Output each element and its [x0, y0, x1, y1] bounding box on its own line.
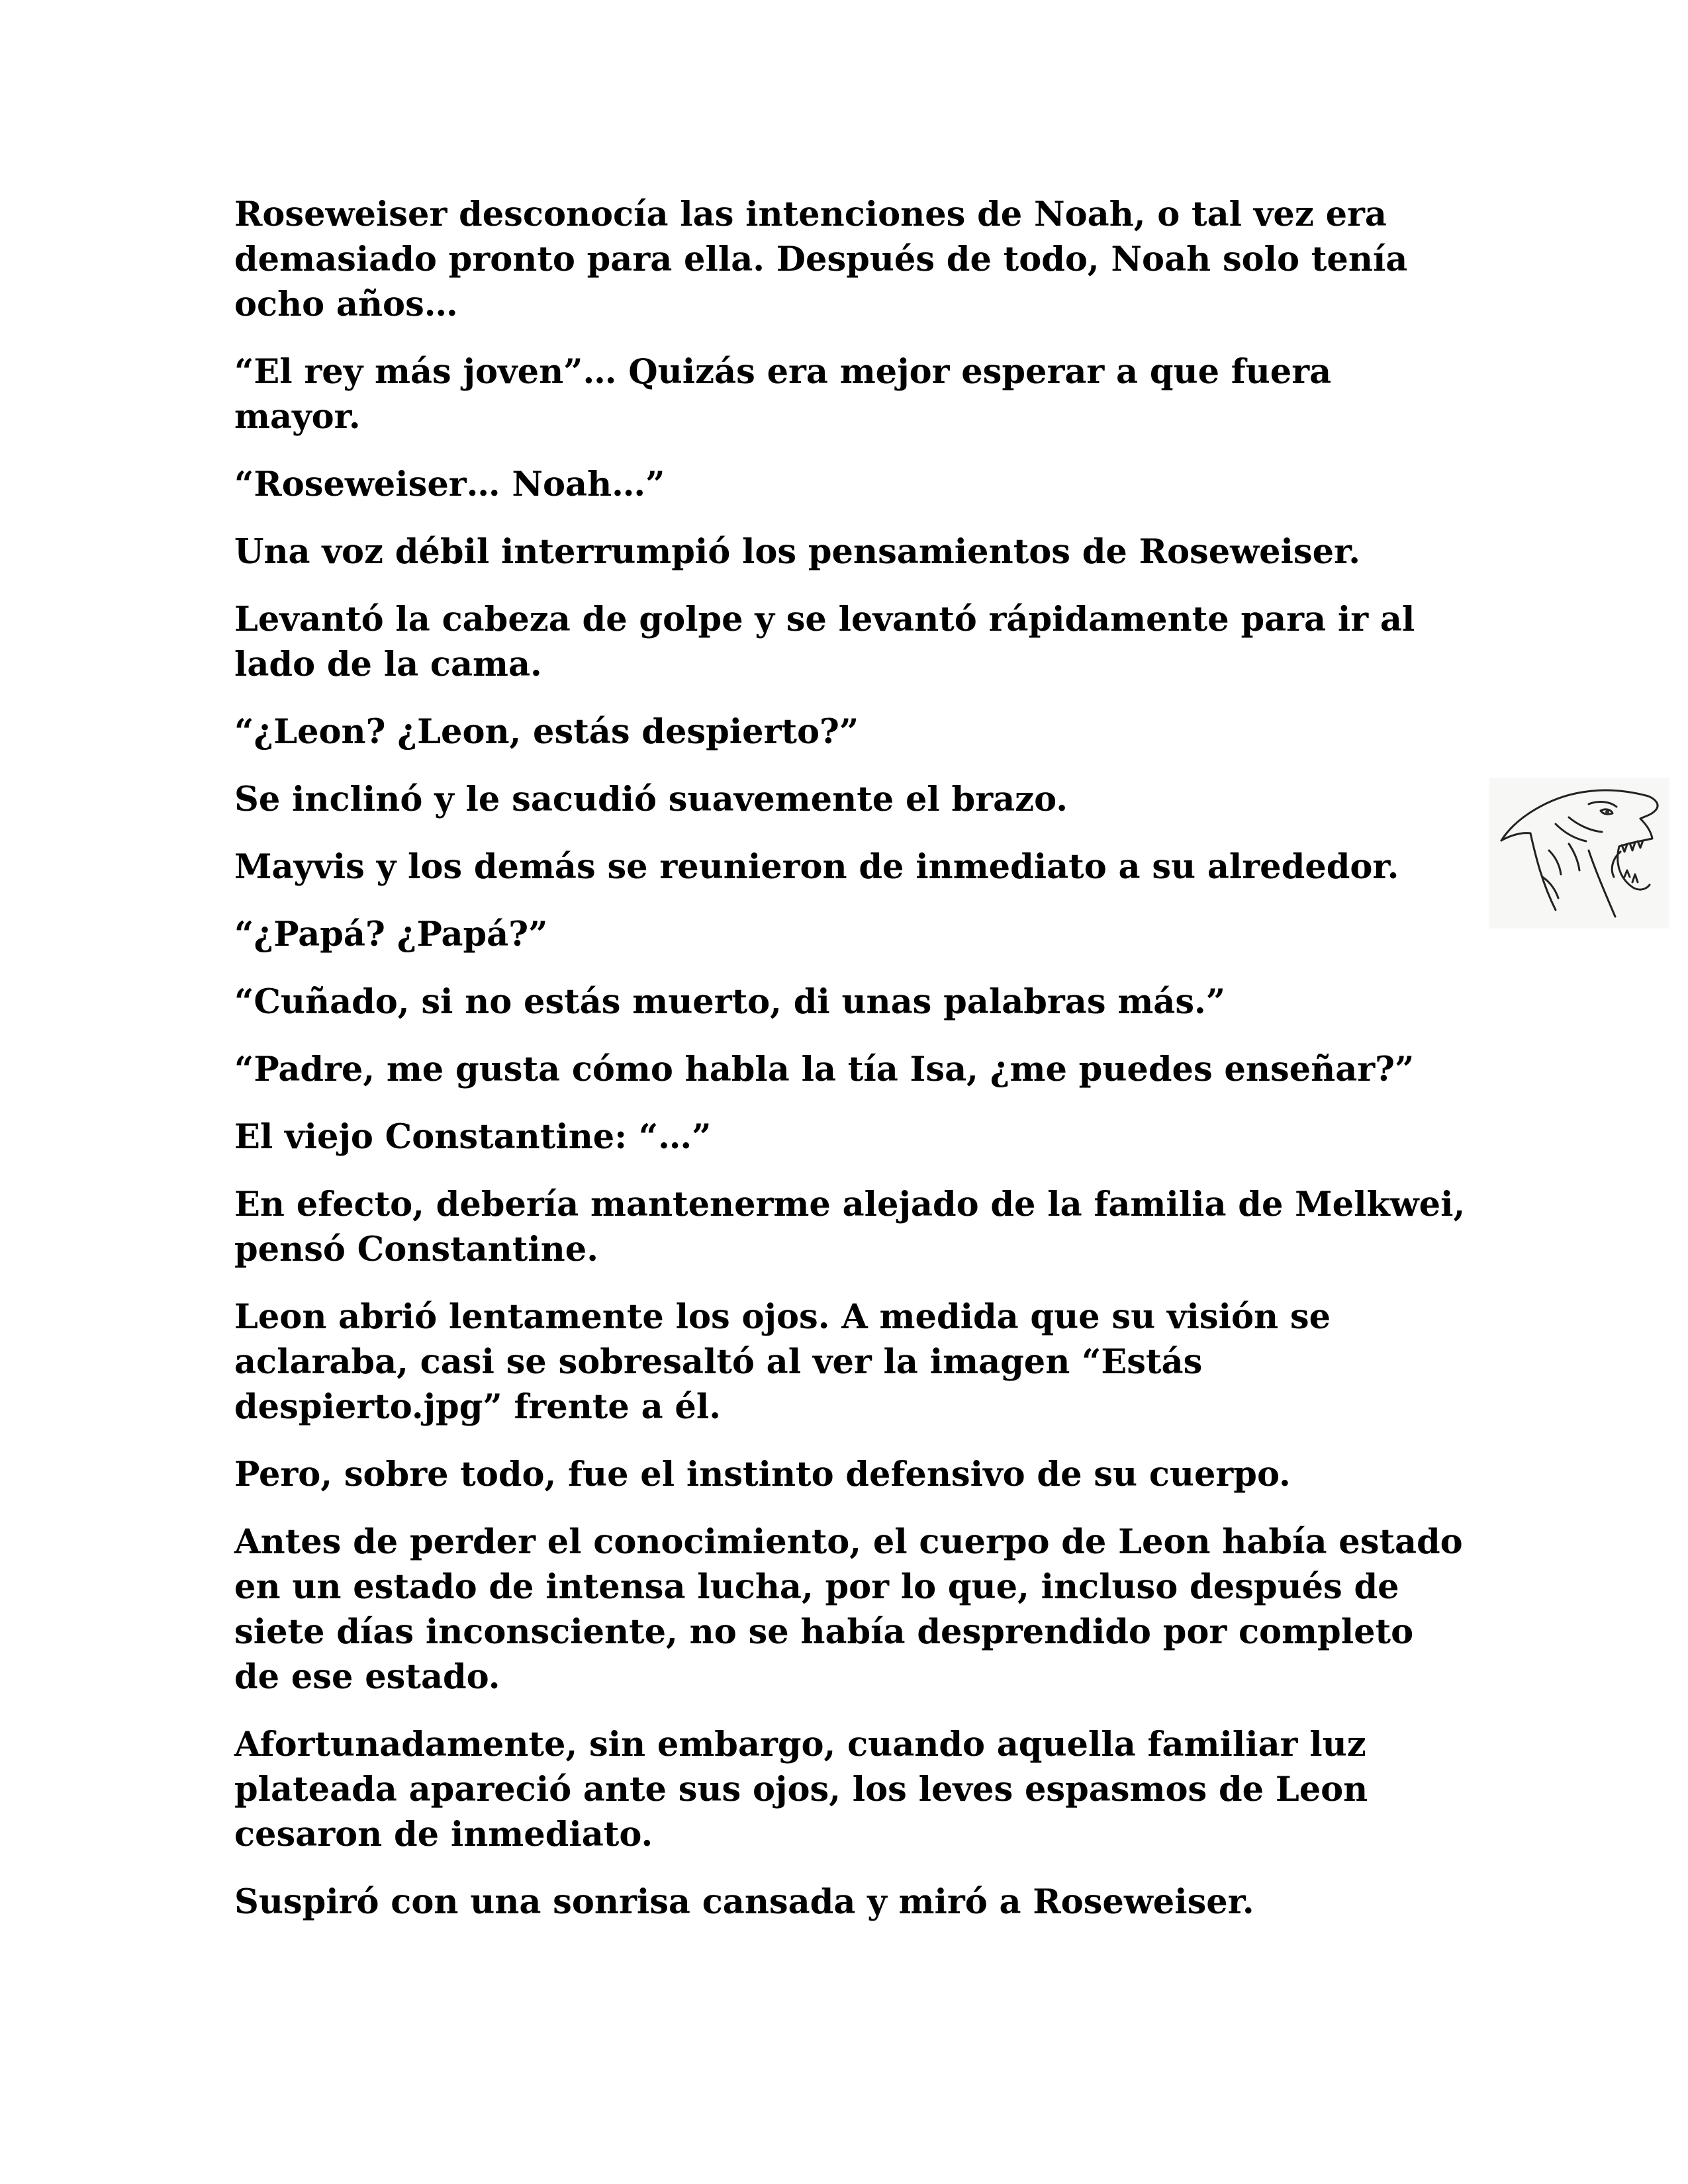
paragraph-12: El viejo Constantine: “…” — [234, 1117, 712, 1157]
paragraph-4: Una voz débil interrumpió los pensamientos de Roseweiser. — [234, 532, 1361, 572]
paragraph-13: En efecto, debería mantenerme alejado de la familia de Melkwei, pensó Constantine. — [234, 1185, 1466, 1269]
paragraph-9: “¿Papá? ¿Papá?” — [234, 915, 548, 954]
dinosaur-sketch-icon — [1489, 778, 1669, 929]
paragraph-2: “El rey más joven”… Quizás era mejor esperar a que fuera mayor. — [234, 352, 1332, 437]
paragraph-1: Roseweiser desconocía las intenciones de Noah, o tal vez era demasiado pronto para ella. Después de todo, Noah solo tenía ocho años… — [234, 195, 1408, 324]
paragraph-8: Mayvis y los demás se reunieron de inmediato a su alrededor. — [234, 847, 1399, 887]
paragraph-6: “¿Leon? ¿Leon, estás despierto?” — [234, 712, 859, 752]
paragraph-15: Pero, sobre todo, fue el instinto defensivo de su cuerpo. — [234, 1455, 1291, 1494]
paragraph-16: Antes de perder el conocimiento, el cuerpo de Leon había estado en un estado de intensa lucha, por lo que, incluso después de siete días inconsciente, no se había desprendido por completo de ese estado. — [234, 1522, 1463, 1697]
paragraph-10: “Cuñado, si no estás muerto, di unas palabras más.” — [234, 982, 1226, 1022]
paragraph-17: Afortunadamente, sin embargo, cuando aquella familiar luz plateada apareció ante sus ojos, los leves espasmos de Leon cesaron de inmediato. — [234, 1725, 1368, 1854]
paragraph-14: Leon abrió lentamente los ojos. A medida que su visión se aclaraba, casi se sobresaltó al ver la imagen “Estás despierto.jpg” frente a él. — [234, 1297, 1331, 1427]
paragraph-3: “Roseweiser… Noah…” — [234, 465, 665, 504]
paragraph-7: Se inclinó y le sacudió suavemente el brazo. — [234, 780, 1068, 819]
document-body — [234, 192, 1466, 1947]
paragraph-11: “Padre, me gusta cómo habla la tía Isa, ¿me puedes enseñar?” — [234, 1050, 1415, 1089]
paragraph-5: Levantó la cabeza de golpe y se levantó rápidamente para ir al lado de la cama. — [234, 600, 1415, 684]
paragraph-18: Suspiró con una sonrisa cansada y miró a Roseweiser. — [234, 1882, 1254, 1922]
